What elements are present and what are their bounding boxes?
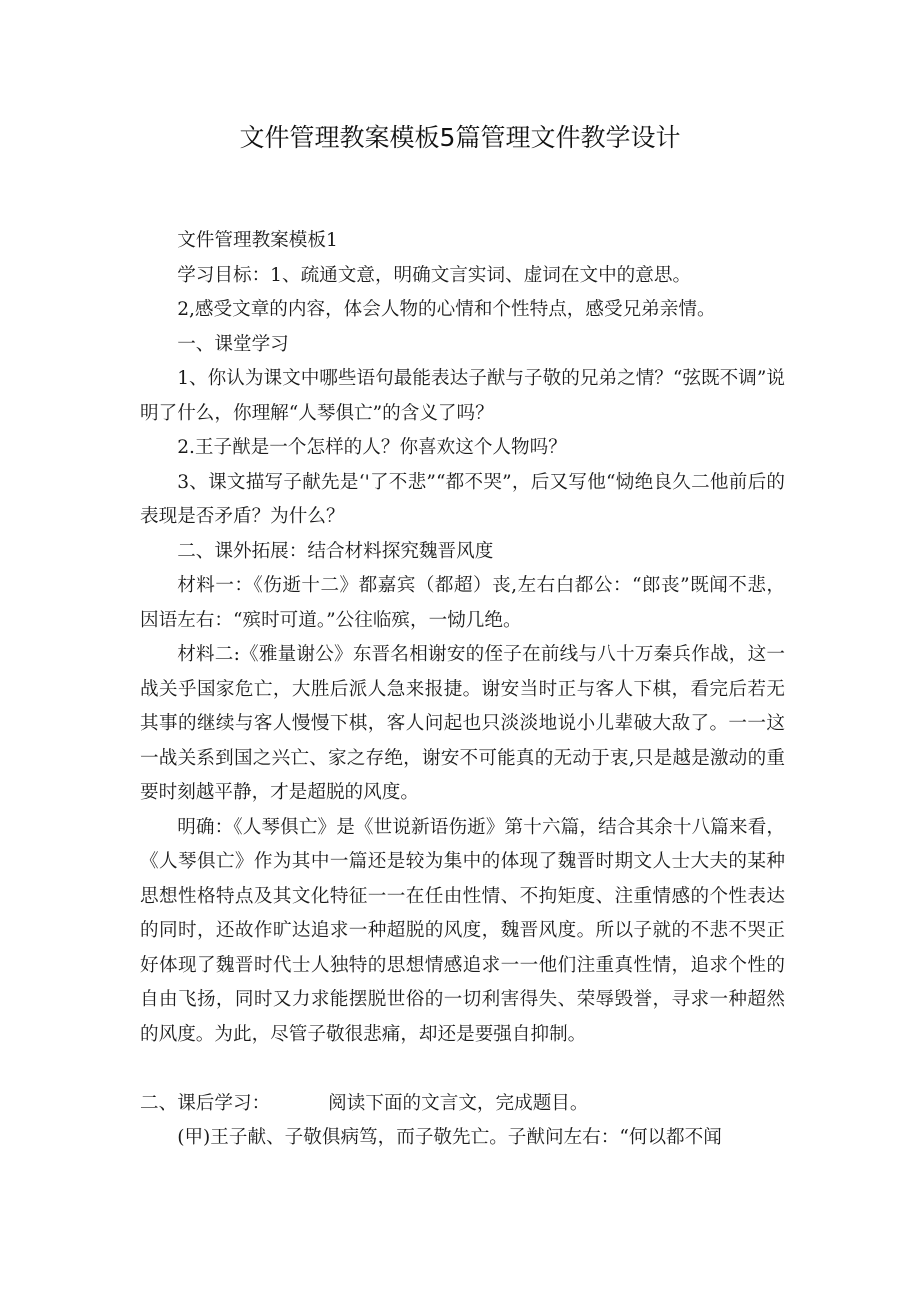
- class-study-heading: 一、课堂学习: [177, 333, 289, 355]
- section-heading: 文件管理教案模板1: [177, 230, 338, 251]
- extension-heading: 二、课外拓展：结合材料探究魏晋风度: [177, 540, 494, 562]
- material-1: 材料一：《伤逝十二》都嘉宾（都超）丧,左右白都公：“郎丧”既闻不悲，因语左右：“殡时可道。”公往临殡，一恸几绝。: [140, 575, 785, 631]
- document-body: [140, 224, 785, 1156]
- question-1: 1、你认为课文中哪些语句最能表达子猷与子敬的兄弟之情？“弦既不调”说明了什么，你理解“人琴俱亡”的含义了吗？: [140, 368, 785, 424]
- after-class-instruction: 阅读下面的文言文，完成题目。: [328, 1092, 589, 1114]
- material-2: 材料二:《雅量谢公》东晋名相谢安的侄子在前线与八十万秦兵作战，这一战关乎国家危亡，大胜后派人急来报捷。谢安当时正与客人下棋，看完后若无其事的继续与客人慢慢下棋，客人问起也只淡淡地说小儿辈破大敌了。一一这一战关系到国之兴亡、家之存绝，谢安不可能真的无动于衷,只是越是激动的重要时刻越平静，才是超脱的风度。: [140, 644, 785, 803]
- after-class-label: 二、课后学习：: [140, 1092, 271, 1114]
- question-3: 3、课文描写子献先是‘'了不悲”“都不哭”，后又写他“恸绝良久二他前后的表现是否矛盾？为什么？: [140, 471, 785, 527]
- after-class-line: [140, 1087, 785, 1122]
- clarification-paragraph: 明确：《人琴俱亡》是《世说新语伤逝》第十六篇，结合其余十八篇来看，《人琴俱亡》作为其中一篇还是较为集中的体现了魏晋时期文人士大夫的某种思想性格特点及其文化特征一一在任由性情、不拘矩度、注重情感的个性表达的同时，还故作旷达追求一种超脱的风度，魏晋风度。所以子就的不悲不哭正好体现了魏晋时代士人独特的思想情感追求一一他们注重真性情，追求个性的自由飞扬，同时又力求能摆脱世俗的一切利害得失、荣辱毁誉，寻求一种超然的风度。为此，尽管子敬很悲痛，却还是要强自抑制。: [140, 816, 785, 1045]
- paragraph-gap: [140, 1052, 785, 1087]
- passage-a: (甲)王子献、子敬俱病笃，而子敬先亡。子猷问左右：“何以都不闻: [177, 1127, 722, 1148]
- learning-objective-2: 2,感受文章的内容，体会人物的心情和个性特点，感受兄弟亲情。: [177, 299, 716, 320]
- document-title: 文件管理教案模板5篇管理文件教学设计: [239, 123, 681, 152]
- learning-objective-1: 学习目标：1、疏通文意，明确文言实词、虚词在文中的意思。: [177, 264, 692, 286]
- question-2: 2.王子猷是一个怎样的人？你喜欢这个人物吗？: [177, 437, 567, 458]
